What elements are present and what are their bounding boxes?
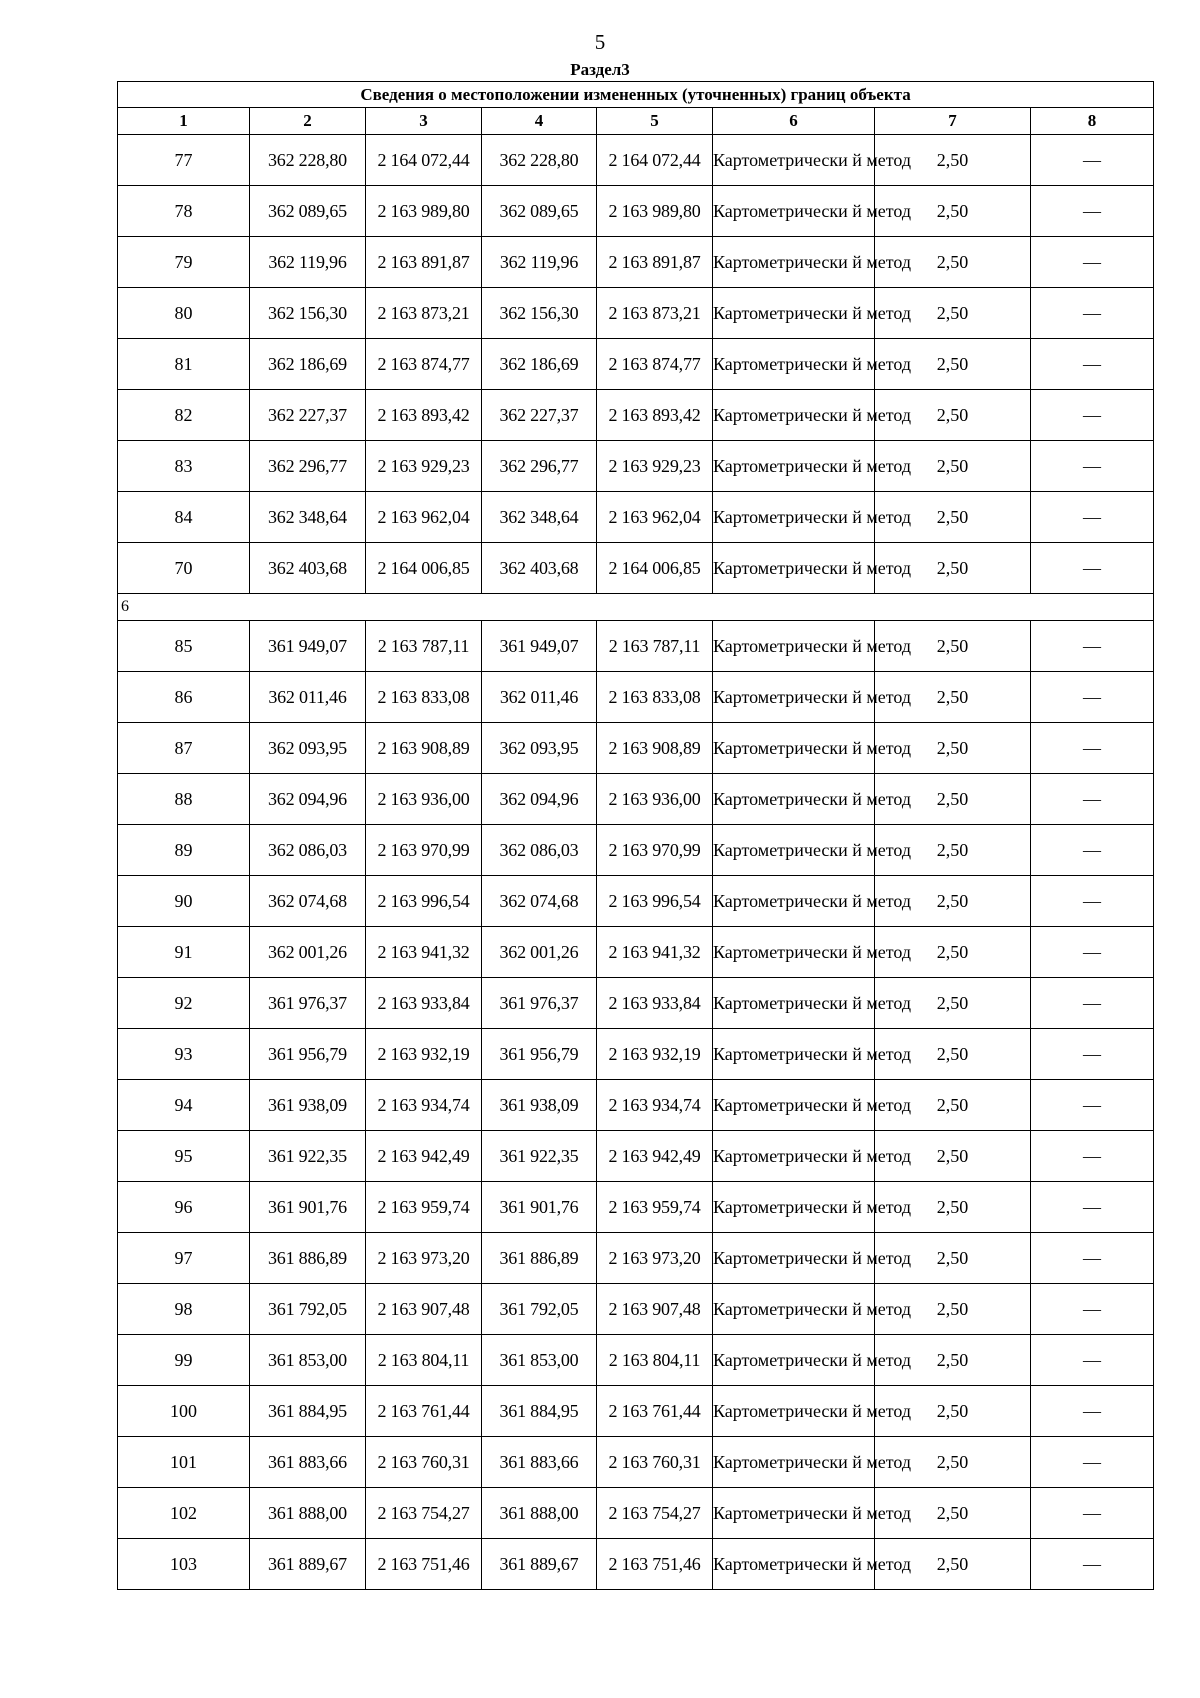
y-new-cell: 2 164 006,85	[597, 543, 713, 594]
x-old-cell: 361 888,00	[250, 1488, 366, 1539]
method-cell: Картометрически й метод	[713, 390, 875, 441]
y-old-cell: 2 163 787,11	[366, 621, 482, 672]
x-new-cell: 362 086,03	[482, 825, 597, 876]
table-row	[118, 543, 1154, 594]
x-old-cell: 362 086,03	[250, 825, 366, 876]
table-row	[118, 288, 1154, 339]
y-old-cell: 2 163 873,21	[366, 288, 482, 339]
column-header: 6	[713, 108, 875, 135]
y-old-cell: 2 163 942,49	[366, 1131, 482, 1182]
y-new-cell: 2 163 760,31	[597, 1437, 713, 1488]
point-number-cell: 83	[118, 441, 250, 492]
table-row	[118, 978, 1154, 1029]
x-new-cell: 362 094,96	[482, 774, 597, 825]
accuracy-cell: 2,50	[875, 672, 1031, 723]
x-old-cell: 361 886,89	[250, 1233, 366, 1284]
description-cell: —	[1031, 1335, 1154, 1386]
method-cell: Картометрически й метод	[713, 672, 875, 723]
y-new-cell: 2 163 833,08	[597, 672, 713, 723]
description-cell: —	[1031, 339, 1154, 390]
point-number-cell: 99	[118, 1335, 250, 1386]
x-old-cell: 362 093,95	[250, 723, 366, 774]
accuracy-cell: 2,50	[875, 441, 1031, 492]
accuracy-cell: 2,50	[875, 1335, 1031, 1386]
point-number-cell: 88	[118, 774, 250, 825]
description-cell: —	[1031, 492, 1154, 543]
description-cell: —	[1031, 1029, 1154, 1080]
accuracy-cell: 2,50	[875, 825, 1031, 876]
description-cell: —	[1031, 621, 1154, 672]
point-number-cell: 79	[118, 237, 250, 288]
description-cell: —	[1031, 1539, 1154, 1590]
method-cell: Картометрически й метод	[713, 1488, 875, 1539]
y-old-cell: 2 163 996,54	[366, 876, 482, 927]
description-cell: —	[1031, 186, 1154, 237]
accuracy-cell: 2,50	[875, 390, 1031, 441]
x-old-cell: 362 094,96	[250, 774, 366, 825]
x-new-cell: 361 853,00	[482, 1335, 597, 1386]
y-new-cell: 2 163 873,21	[597, 288, 713, 339]
point-number-cell: 91	[118, 927, 250, 978]
accuracy-cell: 2,50	[875, 621, 1031, 672]
accuracy-cell: 2,50	[875, 543, 1031, 594]
method-cell: Картометрически й метод	[713, 135, 875, 186]
description-cell: —	[1031, 288, 1154, 339]
description-cell: —	[1031, 672, 1154, 723]
point-number-cell: 80	[118, 288, 250, 339]
accuracy-cell: 2,50	[875, 288, 1031, 339]
y-new-cell: 2 163 989,80	[597, 186, 713, 237]
y-old-cell: 2 163 761,44	[366, 1386, 482, 1437]
y-new-cell: 2 163 754,27	[597, 1488, 713, 1539]
table-row	[118, 621, 1154, 672]
x-old-cell: 362 156,30	[250, 288, 366, 339]
y-old-cell: 2 163 874,77	[366, 339, 482, 390]
accuracy-cell: 2,50	[875, 876, 1031, 927]
y-old-cell: 2 163 962,04	[366, 492, 482, 543]
description-cell: —	[1031, 1080, 1154, 1131]
x-old-cell: 362 348,64	[250, 492, 366, 543]
y-new-cell: 2 163 962,04	[597, 492, 713, 543]
y-old-cell: 2 163 929,23	[366, 441, 482, 492]
y-new-cell: 2 164 072,44	[597, 135, 713, 186]
accuracy-cell: 2,50	[875, 186, 1031, 237]
x-old-cell: 361 853,00	[250, 1335, 366, 1386]
accuracy-cell: 2,50	[875, 1488, 1031, 1539]
accuracy-cell: 2,50	[875, 978, 1031, 1029]
table-row	[118, 237, 1154, 288]
description-cell: —	[1031, 1182, 1154, 1233]
point-number-cell: 98	[118, 1284, 250, 1335]
point-number-cell: 100	[118, 1386, 250, 1437]
point-number-cell: 101	[118, 1437, 250, 1488]
x-old-cell: 362 001,26	[250, 927, 366, 978]
x-old-cell: 362 228,80	[250, 135, 366, 186]
point-number-cell: 89	[118, 825, 250, 876]
method-cell: Картометрически й метод	[713, 1080, 875, 1131]
accuracy-cell: 2,50	[875, 1233, 1031, 1284]
table-row	[118, 1335, 1154, 1386]
y-old-cell: 2 163 907,48	[366, 1284, 482, 1335]
x-new-cell: 361 884,95	[482, 1386, 597, 1437]
table-row	[118, 390, 1154, 441]
x-new-cell: 362 156,30	[482, 288, 597, 339]
column-header: 1	[118, 108, 250, 135]
description-cell: —	[1031, 723, 1154, 774]
x-new-cell: 362 089,65	[482, 186, 597, 237]
table-row	[118, 1437, 1154, 1488]
x-old-cell: 361 949,07	[250, 621, 366, 672]
point-number-cell: 97	[118, 1233, 250, 1284]
column-header: 2	[250, 108, 366, 135]
accuracy-cell: 2,50	[875, 339, 1031, 390]
accuracy-cell: 2,50	[875, 927, 1031, 978]
point-number-cell: 78	[118, 186, 250, 237]
method-cell: Картометрически й метод	[713, 876, 875, 927]
x-old-cell: 361 792,05	[250, 1284, 366, 1335]
x-old-cell: 362 074,68	[250, 876, 366, 927]
method-cell: Картометрически й метод	[713, 1539, 875, 1590]
description-cell: —	[1031, 876, 1154, 927]
method-cell: Картометрически й метод	[713, 339, 875, 390]
x-old-cell: 361 901,76	[250, 1182, 366, 1233]
method-cell: Картометрически й метод	[713, 978, 875, 1029]
point-number-cell: 102	[118, 1488, 250, 1539]
table-row	[118, 135, 1154, 186]
x-new-cell: 362 228,80	[482, 135, 597, 186]
y-new-cell: 2 163 787,11	[597, 621, 713, 672]
table-row	[118, 927, 1154, 978]
point-number-cell: 92	[118, 978, 250, 1029]
y-old-cell: 2 163 936,00	[366, 774, 482, 825]
point-number-cell: 81	[118, 339, 250, 390]
table-row	[118, 825, 1154, 876]
column-header-row	[118, 108, 1154, 135]
y-new-cell: 2 163 874,77	[597, 339, 713, 390]
y-new-cell: 2 163 891,87	[597, 237, 713, 288]
x-old-cell: 362 119,96	[250, 237, 366, 288]
y-new-cell: 2 163 942,49	[597, 1131, 713, 1182]
description-cell: —	[1031, 1131, 1154, 1182]
y-new-cell: 2 163 970,99	[597, 825, 713, 876]
y-new-cell: 2 163 893,42	[597, 390, 713, 441]
method-cell: Картометрически й метод	[713, 1284, 875, 1335]
x-old-cell: 361 889,67	[250, 1539, 366, 1590]
column-header: 8	[1031, 108, 1154, 135]
y-new-cell: 2 163 973,20	[597, 1233, 713, 1284]
method-cell: Картометрически й метод	[713, 927, 875, 978]
x-new-cell: 361 792,05	[482, 1284, 597, 1335]
description-cell: —	[1031, 978, 1154, 1029]
method-cell: Картометрически й метод	[713, 1029, 875, 1080]
point-number-cell: 84	[118, 492, 250, 543]
description-cell: —	[1031, 927, 1154, 978]
accuracy-cell: 2,50	[875, 1029, 1031, 1080]
x-new-cell: 362 403,68	[482, 543, 597, 594]
y-new-cell: 2 163 959,74	[597, 1182, 713, 1233]
x-new-cell: 362 296,77	[482, 441, 597, 492]
x-new-cell: 361 888,00	[482, 1488, 597, 1539]
point-number-cell: 77	[118, 135, 250, 186]
point-number-cell: 93	[118, 1029, 250, 1080]
y-new-cell: 2 163 907,48	[597, 1284, 713, 1335]
table-row	[118, 672, 1154, 723]
accuracy-cell: 2,50	[875, 1131, 1031, 1182]
table-row	[118, 1182, 1154, 1233]
x-old-cell: 362 296,77	[250, 441, 366, 492]
point-number-cell: 85	[118, 621, 250, 672]
x-new-cell: 362 227,37	[482, 390, 597, 441]
description-cell: —	[1031, 237, 1154, 288]
y-old-cell: 2 163 959,74	[366, 1182, 482, 1233]
y-old-cell: 2 163 754,27	[366, 1488, 482, 1539]
column-header: 5	[597, 108, 713, 135]
y-old-cell: 2 163 833,08	[366, 672, 482, 723]
table-row	[118, 1284, 1154, 1335]
x-old-cell: 361 976,37	[250, 978, 366, 1029]
description-cell: —	[1031, 1233, 1154, 1284]
x-old-cell: 361 883,66	[250, 1437, 366, 1488]
point-number-cell: 103	[118, 1539, 250, 1590]
description-cell: —	[1031, 1488, 1154, 1539]
x-new-cell: 362 074,68	[482, 876, 597, 927]
description-cell: —	[1031, 543, 1154, 594]
method-cell: Картометрически й метод	[713, 774, 875, 825]
y-old-cell: 2 163 891,87	[366, 237, 482, 288]
method-cell: Картометрически й метод	[713, 1437, 875, 1488]
accuracy-cell: 2,50	[875, 723, 1031, 774]
x-new-cell: 361 922,35	[482, 1131, 597, 1182]
y-new-cell: 2 163 751,46	[597, 1539, 713, 1590]
x-new-cell: 362 119,96	[482, 237, 597, 288]
x-old-cell: 362 227,37	[250, 390, 366, 441]
point-number-cell: 82	[118, 390, 250, 441]
accuracy-cell: 2,50	[875, 135, 1031, 186]
x-old-cell: 361 956,79	[250, 1029, 366, 1080]
description-cell: —	[1031, 1386, 1154, 1437]
y-new-cell: 2 163 932,19	[597, 1029, 713, 1080]
description-cell: —	[1031, 825, 1154, 876]
y-new-cell: 2 163 929,23	[597, 441, 713, 492]
y-old-cell: 2 163 908,89	[366, 723, 482, 774]
x-new-cell: 361 883,66	[482, 1437, 597, 1488]
y-old-cell: 2 163 989,80	[366, 186, 482, 237]
table-row	[118, 1488, 1154, 1539]
y-old-cell: 2 163 751,46	[366, 1539, 482, 1590]
y-old-cell: 2 163 893,42	[366, 390, 482, 441]
column-header: 7	[875, 108, 1031, 135]
x-new-cell: 362 348,64	[482, 492, 597, 543]
method-cell: Картометрически й метод	[713, 1131, 875, 1182]
method-cell: Картометрически й метод	[713, 543, 875, 594]
y-old-cell: 2 164 006,85	[366, 543, 482, 594]
table-row	[118, 1386, 1154, 1437]
y-new-cell: 2 163 934,74	[597, 1080, 713, 1131]
x-new-cell: 362 186,69	[482, 339, 597, 390]
accuracy-cell: 2,50	[875, 1386, 1031, 1437]
table-row	[118, 1029, 1154, 1080]
table-row	[118, 339, 1154, 390]
accuracy-cell: 2,50	[875, 1284, 1031, 1335]
method-cell: Картометрически й метод	[713, 237, 875, 288]
y-new-cell: 2 163 941,32	[597, 927, 713, 978]
y-new-cell: 2 163 761,44	[597, 1386, 713, 1437]
x-new-cell: 361 938,09	[482, 1080, 597, 1131]
accuracy-cell: 2,50	[875, 1539, 1031, 1590]
column-header: 4	[482, 108, 597, 135]
page-number: 5	[594, 30, 606, 54]
table-row	[118, 723, 1154, 774]
table-row	[118, 1080, 1154, 1131]
table-row	[118, 186, 1154, 237]
x-new-cell: 361 889,67	[482, 1539, 597, 1590]
x-old-cell: 362 011,46	[250, 672, 366, 723]
column-header: 3	[366, 108, 482, 135]
accuracy-cell: 2,50	[875, 774, 1031, 825]
x-new-cell: 361 949,07	[482, 621, 597, 672]
x-new-cell: 362 011,46	[482, 672, 597, 723]
table-row	[118, 1539, 1154, 1590]
y-new-cell: 2 163 908,89	[597, 723, 713, 774]
y-old-cell: 2 163 973,20	[366, 1233, 482, 1284]
y-old-cell: 2 163 934,74	[366, 1080, 482, 1131]
point-number-cell: 90	[118, 876, 250, 927]
table-row	[118, 876, 1154, 927]
table-row	[118, 441, 1154, 492]
accuracy-cell: 2,50	[875, 1437, 1031, 1488]
description-cell: —	[1031, 441, 1154, 492]
table-title: Сведения о местоположении измененных (уточненных) границ объекта	[118, 82, 1154, 108]
method-cell: Картометрически й метод	[713, 723, 875, 774]
description-cell: —	[1031, 390, 1154, 441]
y-old-cell: 2 163 804,11	[366, 1335, 482, 1386]
method-cell: Картометрически й метод	[713, 186, 875, 237]
group-label-row	[118, 594, 1154, 621]
y-new-cell: 2 163 936,00	[597, 774, 713, 825]
x-old-cell: 362 186,69	[250, 339, 366, 390]
method-cell: Картометрически й метод	[713, 492, 875, 543]
x-old-cell: 362 089,65	[250, 186, 366, 237]
y-old-cell: 2 164 072,44	[366, 135, 482, 186]
description-cell: —	[1031, 1284, 1154, 1335]
method-cell: Картометрически й метод	[713, 1233, 875, 1284]
point-number-cell: 94	[118, 1080, 250, 1131]
point-number-cell: 95	[118, 1131, 250, 1182]
y-old-cell: 2 163 941,32	[366, 927, 482, 978]
description-cell: —	[1031, 774, 1154, 825]
y-new-cell: 2 163 996,54	[597, 876, 713, 927]
y-new-cell: 2 163 804,11	[597, 1335, 713, 1386]
method-cell: Картометрически й метод	[713, 288, 875, 339]
y-new-cell: 2 163 933,84	[597, 978, 713, 1029]
section-title: Раздел3	[570, 60, 630, 79]
x-new-cell: 362 093,95	[482, 723, 597, 774]
x-new-cell: 361 976,37	[482, 978, 597, 1029]
description-cell: —	[1031, 135, 1154, 186]
method-cell: Картометрически й метод	[713, 441, 875, 492]
y-old-cell: 2 163 933,84	[366, 978, 482, 1029]
point-number-cell: 96	[118, 1182, 250, 1233]
accuracy-cell: 2,50	[875, 237, 1031, 288]
x-old-cell: 361 884,95	[250, 1386, 366, 1437]
method-cell: Картометрически й метод	[713, 1335, 875, 1386]
table-body	[118, 135, 1154, 1590]
x-old-cell: 362 403,68	[250, 543, 366, 594]
accuracy-cell: 2,50	[875, 1182, 1031, 1233]
accuracy-cell: 2,50	[875, 1080, 1031, 1131]
description-cell: —	[1031, 1437, 1154, 1488]
method-cell: Картометрически й метод	[713, 825, 875, 876]
x-new-cell: 361 901,76	[482, 1182, 597, 1233]
point-number-cell: 86	[118, 672, 250, 723]
x-new-cell: 362 001,26	[482, 927, 597, 978]
y-old-cell: 2 163 970,99	[366, 825, 482, 876]
x-new-cell: 361 956,79	[482, 1029, 597, 1080]
table-row	[118, 774, 1154, 825]
x-old-cell: 361 938,09	[250, 1080, 366, 1131]
y-old-cell: 2 163 760,31	[366, 1437, 482, 1488]
method-cell: Картометрически й метод	[713, 1182, 875, 1233]
x-new-cell: 361 886,89	[482, 1233, 597, 1284]
point-number-cell: 87	[118, 723, 250, 774]
table-title-row	[118, 82, 1154, 108]
table-row	[118, 1131, 1154, 1182]
coordinates-table	[117, 81, 1154, 1590]
point-number-cell: 70	[118, 543, 250, 594]
group-label: 6	[118, 594, 1154, 621]
table-row	[118, 492, 1154, 543]
method-cell: Картометрически й метод	[713, 621, 875, 672]
accuracy-cell: 2,50	[875, 492, 1031, 543]
table-row	[118, 1233, 1154, 1284]
y-old-cell: 2 163 932,19	[366, 1029, 482, 1080]
method-cell: Картометрически й метод	[713, 1386, 875, 1437]
x-old-cell: 361 922,35	[250, 1131, 366, 1182]
